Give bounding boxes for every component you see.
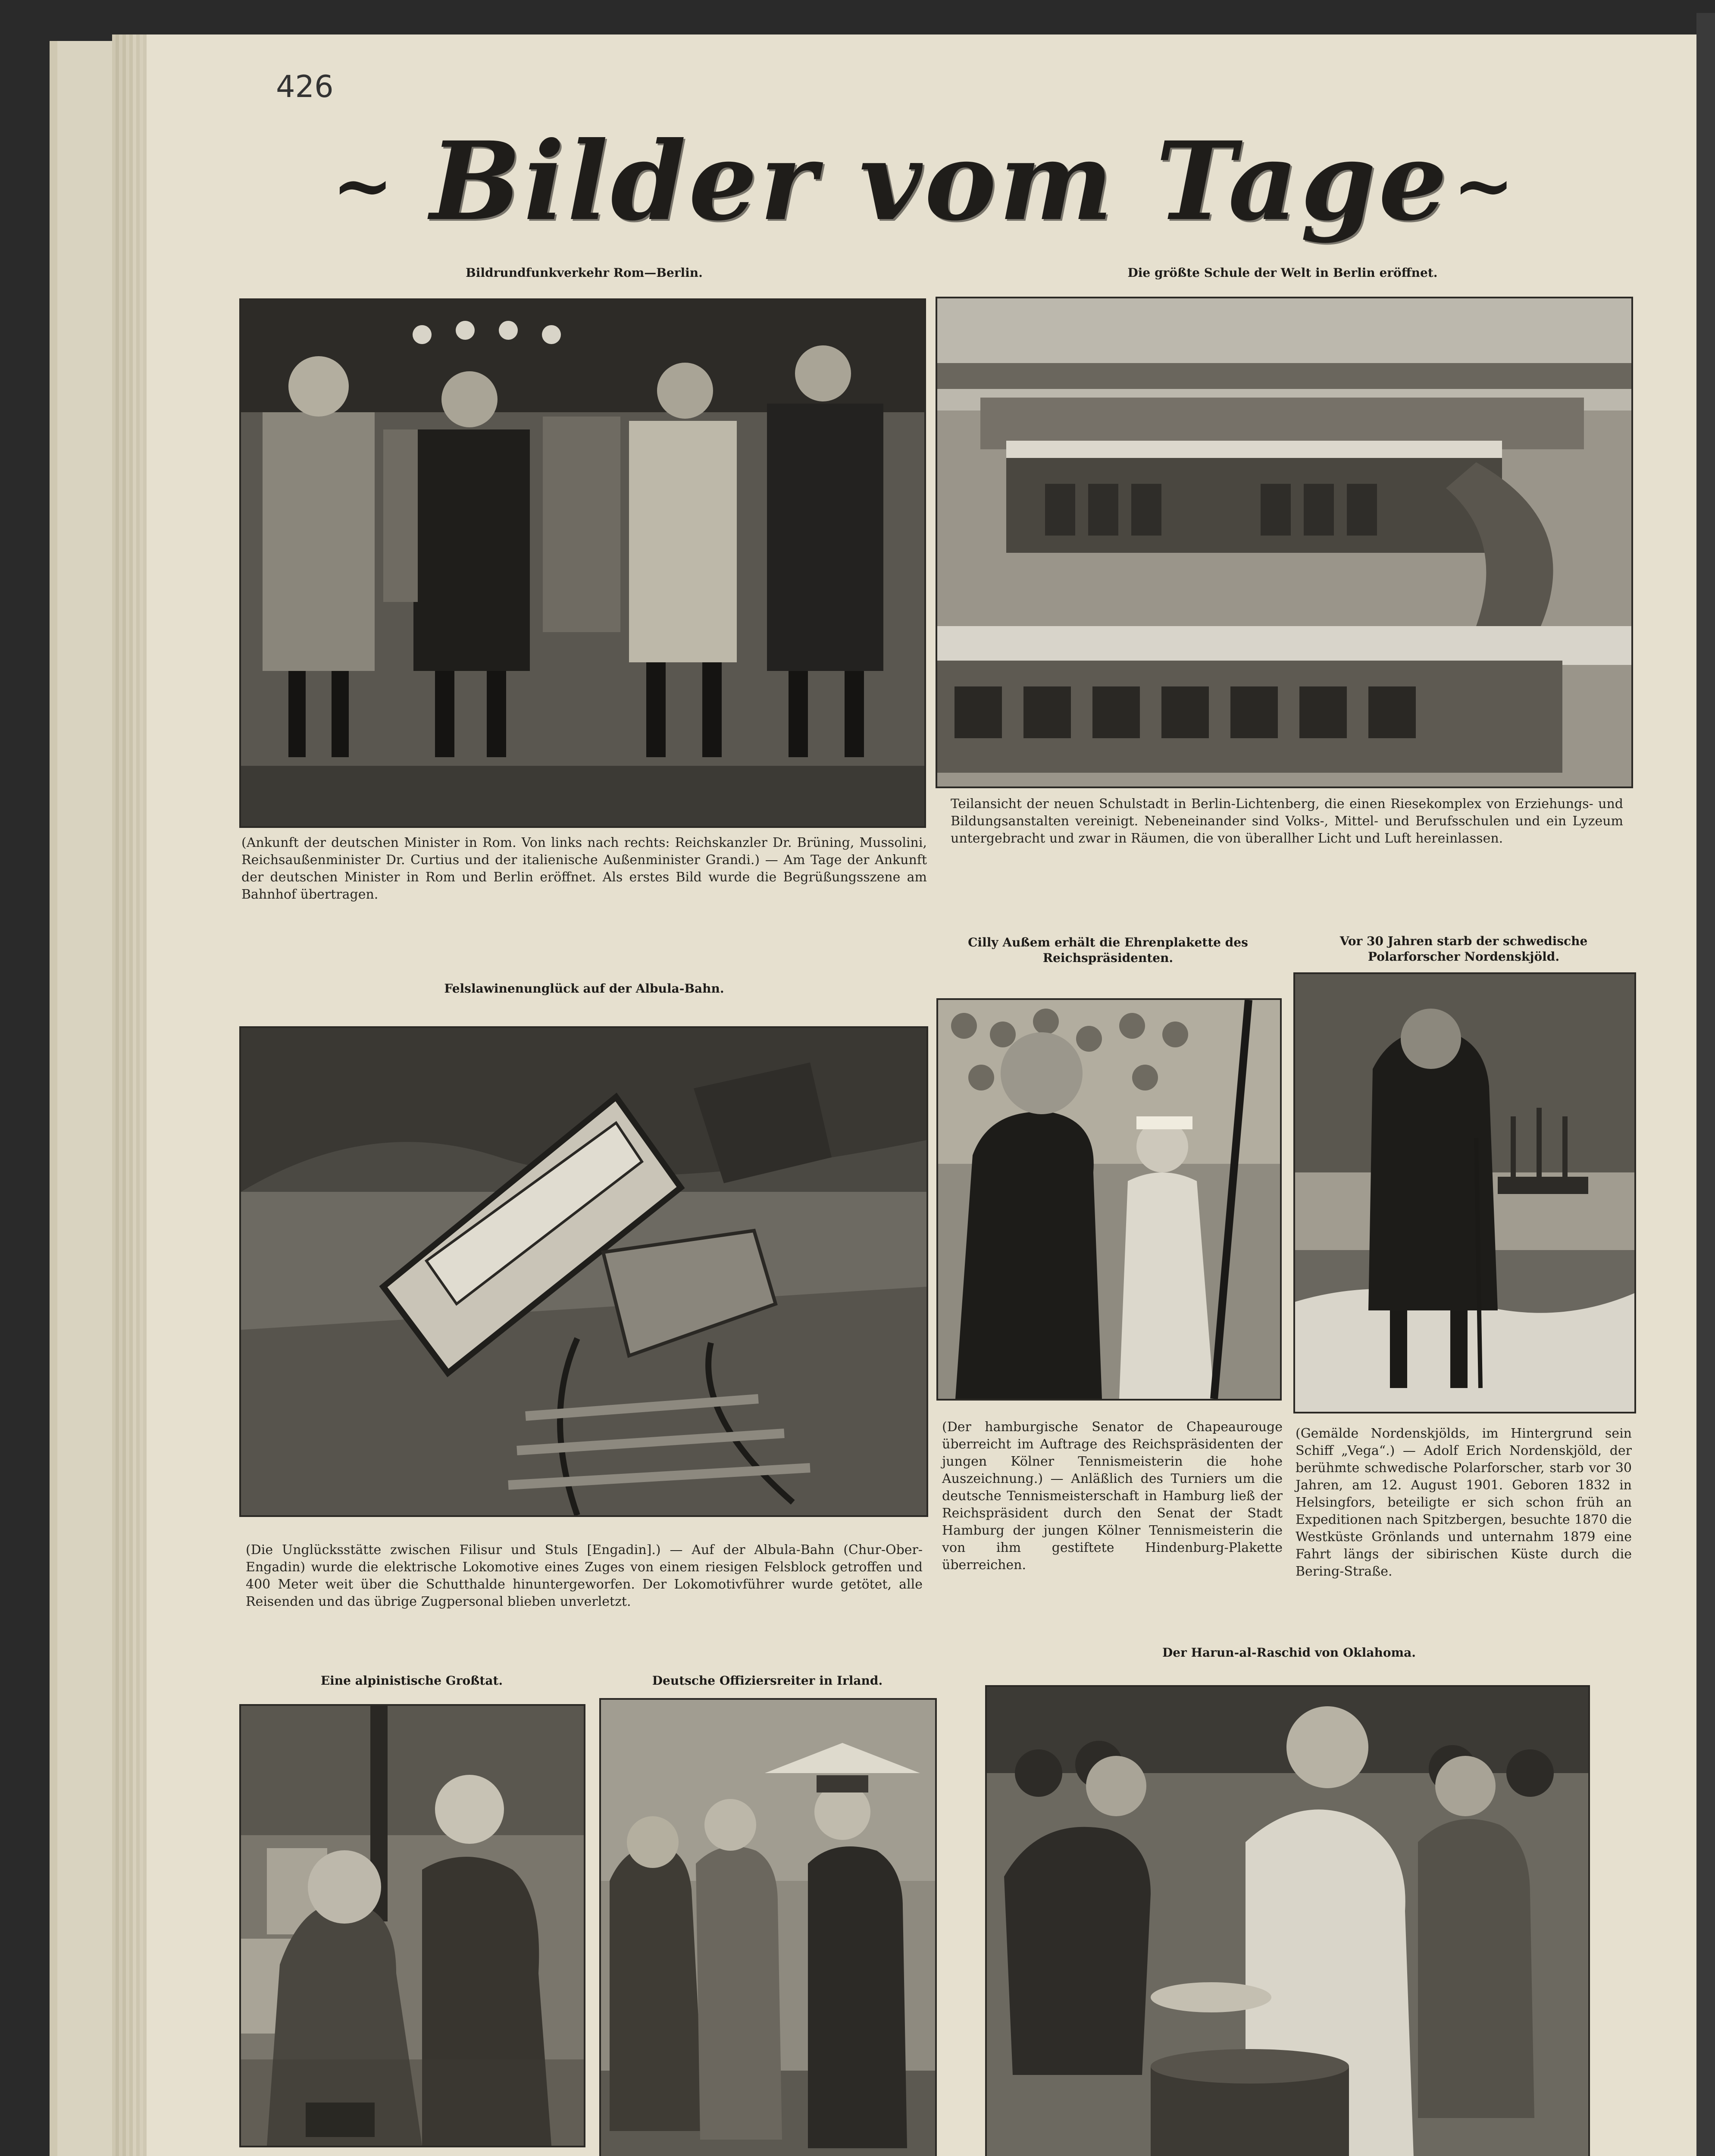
article-title-aussem: Cilly Außem erhält die Ehrenplakette des Reichspräsidenten. [968, 935, 1248, 965]
article-title-oklahoma: Der Harun-al-Raschid von Oklahoma. [1162, 1645, 1416, 1660]
caption-rome-berlin: (Ankunft der deutschen Minister in Rom. Von links nach rechts: Reichskanzler Dr. Brüning, Mussolini, Reichsaußenminister Dr. Curtius und der italienische Außenminister Grandi.) — Am Tage der Ankunft der deutschen Minister in Rom und Berlin eröffnet. Als erstes Bild wurde die Begrüßungsszene am Bahnhof übertragen. [241, 835, 927, 902]
title-ornament-left: ~ [332, 142, 394, 229]
article-title-irland: Deutsche Offiziersreiter in Irland. [652, 1673, 883, 1688]
article-title-albula: Felslawinenunglück auf der Albula-Bahn. [444, 981, 724, 996]
caption-albula: (Die Unglücksstätte zwischen Filisur und Stuls [Engadin].) — Auf der Albula-Bahn (Chur-Ober-Engadin) wurde die elektrische Lokomotive eines Zuges von einem riesigen Felsblock getroffen und 400 Meter weit über die Schutthalde hinuntergeworfen. Der Lokomotivführer wurde getötet, alle Reisenden und das übrige Zugpersonal blieben unverletzt. [246, 1542, 923, 1609]
photo-alpin [239, 1704, 585, 2147]
article-title-rome-berlin: Bildrundfunkverkehr Rom—Berlin. [466, 266, 703, 280]
photo-school [936, 297, 1633, 788]
article-title-school: Die größte Schule der Welt in Berlin eröffnet. [1127, 266, 1438, 280]
title-ornament-right: ~ [1453, 142, 1515, 229]
photo-albula [239, 1026, 928, 1517]
article-title-alpin: Eine alpinistische Großtat. [320, 1673, 503, 1688]
photo-oklahoma [985, 1685, 1590, 2156]
photo-irland [599, 1698, 937, 2156]
caption-nordenskjold: (Gemälde Nordenskjölds, im Hintergrund sein Schiff „Vega“.) — Adolf Erich Nordenskjöld, der berühmte schwedische Polarforscher, starb vor 30 Jahren, am 12. August 1901. Geboren 1832 in Helsingfors, beteiligte er sich schon früh an Expeditionen nach Spitzbergen, besuchte 1870 die Westküste Grönlands und unternahm 1879 eine Fahrt längs der sibirischen Küste durch die Bering-Straße. [1296, 1426, 1632, 1579]
photo-aussem [936, 998, 1282, 1401]
masthead [336, 116, 1543, 246]
page-number: 426 [276, 69, 334, 104]
book-edge [1696, 13, 1715, 2156]
photo-nordenskjold [1293, 972, 1636, 1413]
page-title: Bilder vom Tage [430, 118, 1450, 244]
photo-rome-berlin [239, 298, 926, 828]
caption-aussem: (Der hamburgische Senator de Chapeaurouge überreicht im Auftrage des Reichspräsidenten der jungen Kölner Tennismeisterin die hohe Auszeichnung.) — Anläßlich des Turniers um die deutsche Tennismeisterschaft in Hamburg ließ der Reichspräsident durch den Senat der Stadt Hamburg der jungen Kölner Tennismeisterin die von ihm gestiftete Hindenburg-Plakette überreichen. [942, 1420, 1283, 1573]
article-title-nordenskjold: Vor 30 Jahren starb der schwedische Polarforscher Nordenskjöld. [1339, 934, 1588, 964]
caption-school: Teilansicht der neuen Schulstadt in Berlin-Lichtenberg, die einen Riesekomplex von Erziehungs- und Bildungsanstalten vereinigt. Nebeneinander sind Volks-, Mittel- und Berufsschulen und ein Lyzeum untergebracht und zwar in Räumen, die von überallher Licht und Luft hereinlassen. [951, 796, 1623, 846]
